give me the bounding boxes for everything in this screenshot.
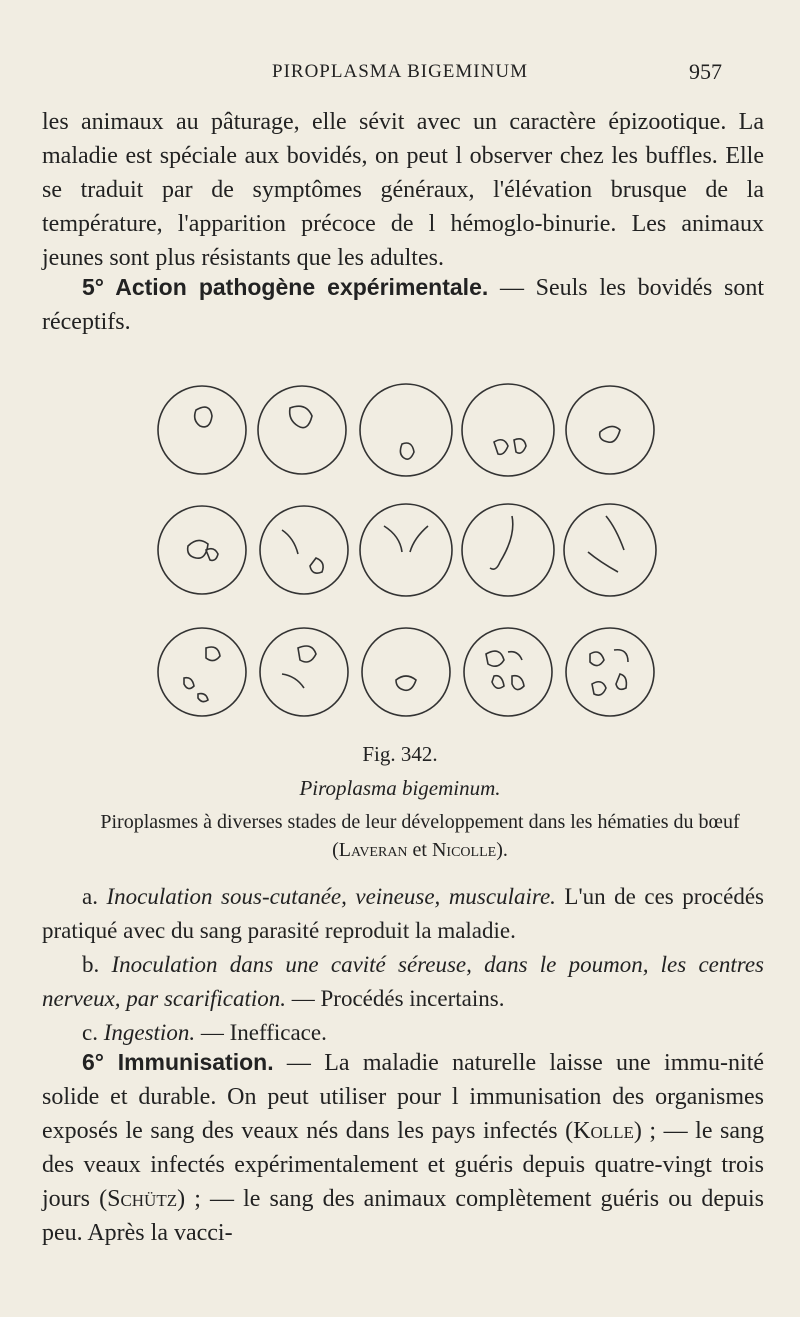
figure-description <box>100 808 740 864</box>
blood-cell-illustration <box>258 386 346 474</box>
section-6-paragraph <box>42 1045 764 1250</box>
section-6-text-1: — La maladie naturelle laisse une immu-nité solide et durable. On peut utiliser pour l immunisation des organismes exposés le sang des veaux nés dans les pays infectés ( <box>42 1050 765 1144</box>
section-5-text: — Seuls les bovidés sont réceptifs. <box>42 275 764 335</box>
blood-cell-illustration <box>360 384 452 476</box>
list-item-c-label: c. <box>82 1020 104 1045</box>
blood-cell-illustration <box>362 628 450 716</box>
blood-cell-illustration <box>360 504 452 596</box>
paragraph-1 <box>42 105 764 275</box>
inoculation-list <box>42 880 764 1050</box>
blood-cell-illustration <box>564 504 656 596</box>
blood-cell-illustration <box>566 628 654 716</box>
list-item-a-text: L'un de ces procédés pratiqué avec du sang parasité reproduit la maladie. <box>42 884 764 943</box>
list-item-a-title: Inoculation sous-cutanée, veineuse, musculaire. <box>106 884 556 909</box>
author-kolle: Kolle <box>573 1118 634 1144</box>
blood-cell-illustration <box>158 386 246 474</box>
blood-cell-illustration <box>462 504 554 596</box>
blood-cell-illustration <box>464 628 552 716</box>
figure-description-and: et <box>407 839 432 861</box>
paragraph-1-text: les animaux au pâturage, elle sévit avec un caractère épizootique. La maladie est spéciale aux bovidés, on peut l observer chez les buffles. Elle se traduit par de symptômes généraux, l'élévation brusque de la température, l'apparition précoce de l hémoglo-binurie. Les animaux jeunes sont plus résistants que les adultes. <box>42 109 764 271</box>
list-item-a-label: a. <box>82 884 107 909</box>
section-5-paragraph <box>42 270 764 339</box>
section-5 <box>42 270 764 339</box>
section-6-heading: 6° Immunisation. <box>82 1049 274 1075</box>
section-6-text-2: ) ; — le sang des veaux infectés expérimentalement et guéris depuis quatre-vingt trois jours ( <box>42 1118 764 1212</box>
blood-cell-illustration <box>566 386 654 474</box>
list-item-a <box>42 880 764 948</box>
section-6-text-3: ) ; — le sang des animaux complètement guéris ou depuis peu. Après la vacci- <box>42 1186 764 1246</box>
blood-cell-illustration <box>260 628 348 716</box>
figure-title: Piroplasma bigeminum. <box>299 776 501 800</box>
blood-cell-illustration <box>158 628 246 716</box>
author-schutz: Schütz <box>107 1186 178 1212</box>
list-item-b-title: Inoculation dans une cavité séreuse, dans le poumon, les centres nerveux, par scarification. <box>42 952 765 1011</box>
list-item-c-title: Ingestion. <box>103 1020 196 1045</box>
page-number: 957 <box>689 59 722 84</box>
page-header <box>0 55 800 89</box>
author-laveran: Laveran <box>338 839 408 861</box>
blood-cell-illustration <box>260 506 348 594</box>
list-item-b-label: b. <box>82 952 112 977</box>
section-5-heading: 5° Action pathogène expérimentale. <box>82 274 489 300</box>
running-title: PIROPLASMA BIGEMINUM <box>272 61 528 82</box>
blood-cell-illustration <box>462 384 554 476</box>
list-item-b <box>42 948 764 1016</box>
figure-342-illustration <box>150 360 670 740</box>
blood-cell-illustration <box>158 506 246 594</box>
figure-label: Fig. 342. <box>362 742 438 766</box>
author-nicolle: Nicolle <box>431 839 497 861</box>
section-6 <box>42 1045 764 1250</box>
list-item-c-text: — Inefficace. <box>195 1020 327 1045</box>
list-item-b-text: — Procédés incertains. <box>286 986 505 1011</box>
figure-description-end: ). <box>496 839 508 861</box>
figure-description-text: Piroplasmes à diverses stades de leur développement dans les hématies du bœuf ( <box>100 811 740 861</box>
